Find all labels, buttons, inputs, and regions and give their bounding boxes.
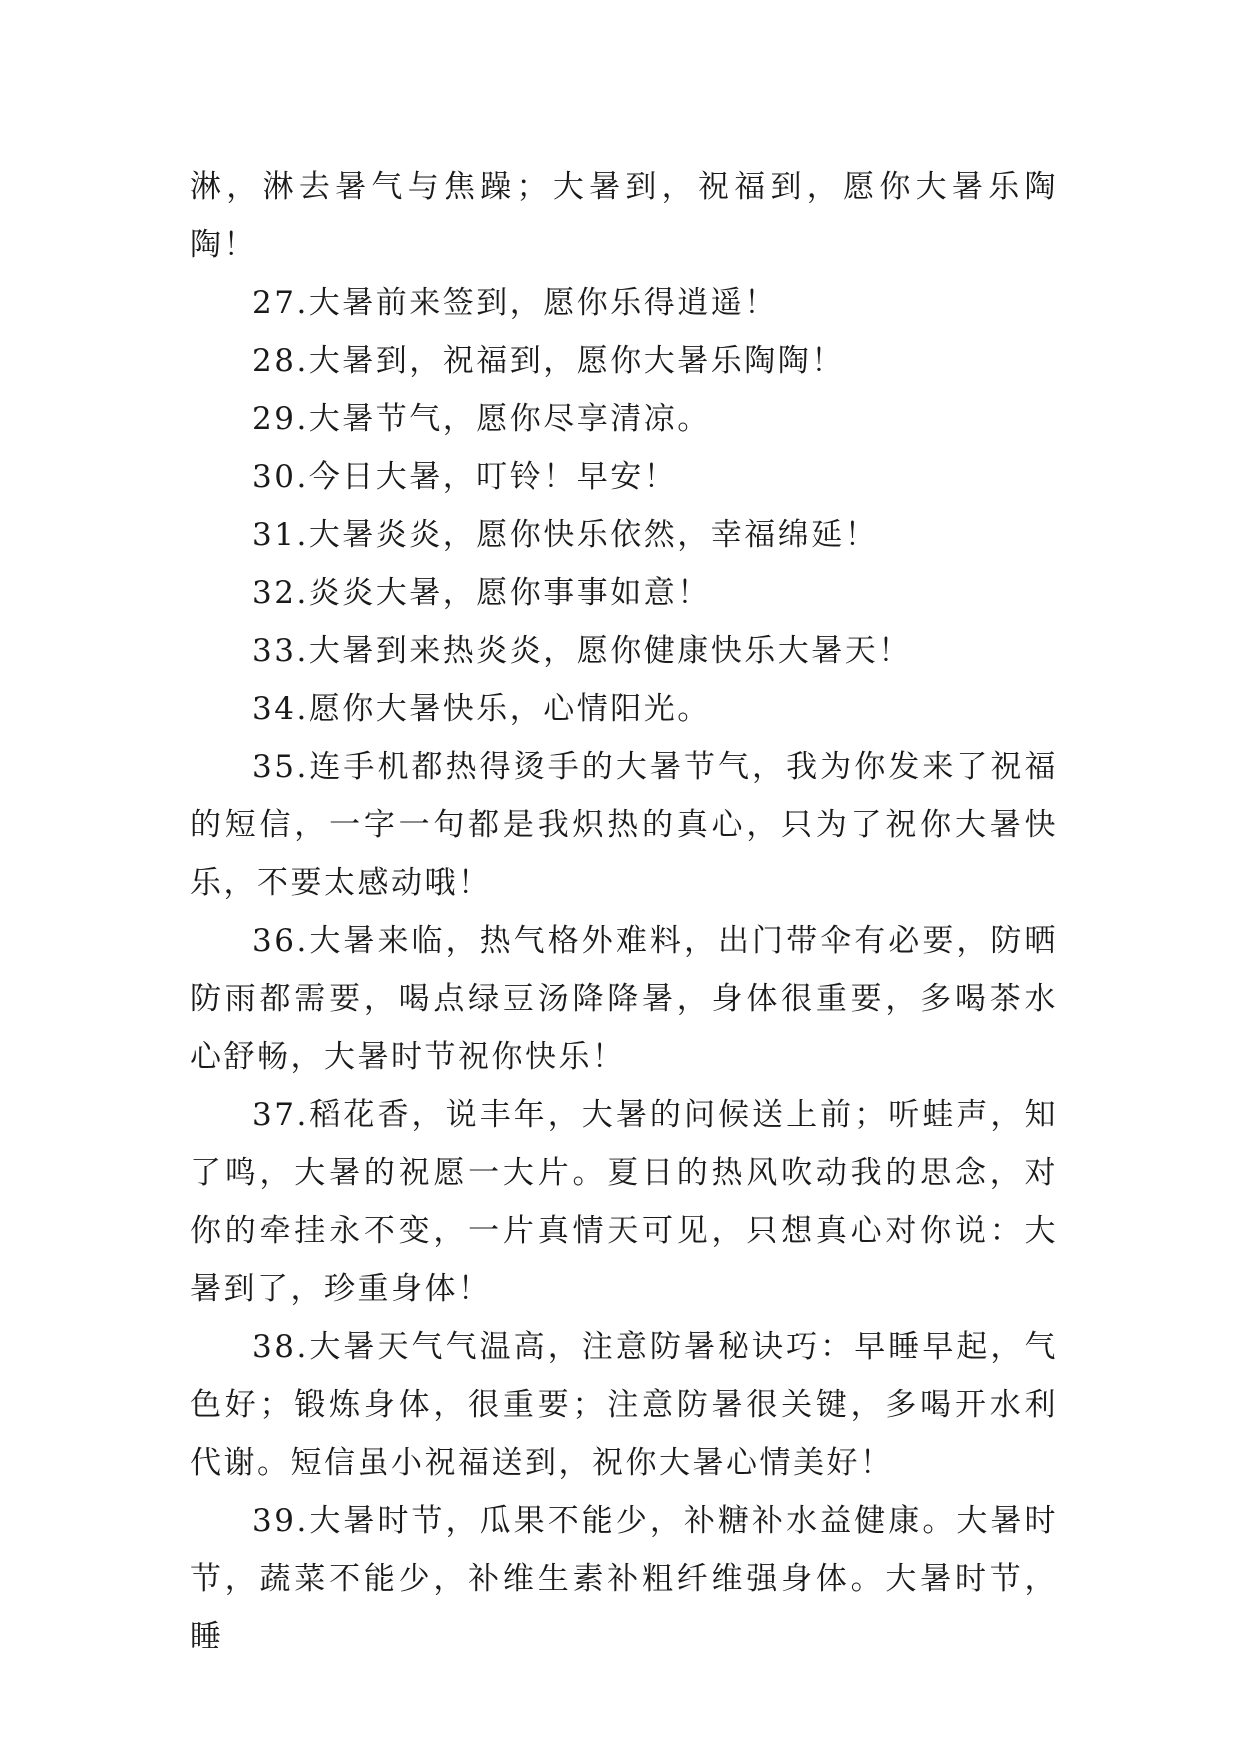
paragraph: 31.大暑炎炎，愿你快乐依然，幸福绵延！ [252, 517, 879, 553]
paragraph: 34.愿你大暑快乐，心情阳光。 [252, 691, 711, 727]
paragraph: 28.大暑到，祝福到，愿你大暑乐陶陶！ [252, 343, 845, 379]
paragraph: 33.大暑到来热炎炎，愿你健康快乐大暑天！ [252, 633, 912, 669]
paragraph: 32.炎炎大暑，愿你事事如意！ [252, 575, 711, 611]
paragraph: 35.连手机都热得烫手的大暑节气，我为你发来了祝福的短信，一字一句都是我炽热的真心，只为了祝你大暑快乐，不要太感动哦！ [190, 749, 1058, 901]
paragraph: 27.大暑前来签到，愿你乐得逍遥！ [252, 285, 778, 321]
document-body [190, 158, 1058, 1666]
paragraph: 36.大暑来临，热气格外难料，出门带伞有必要，防晒防雨都需要，喝点绿豆汤降降暑，身体很重要，多喝茶水心舒畅，大暑时节祝你快乐！ [190, 923, 1058, 1075]
paragraph: 29.大暑节气，愿你尽享清凉。 [252, 401, 711, 437]
paragraph: 39.大暑时节，瓜果不能少，补糖补水益健康。大暑时节，蔬菜不能少，补维生素补粗纤维强身体。大暑时节，睡 [190, 1503, 1058, 1655]
paragraph: 30.今日大暑，叮铃！早安！ [252, 459, 678, 495]
paragraph: 37.稻花香，说丰年，大暑的问候送上前；听蛙声，知了鸣，大暑的祝愿一大片。夏日的热风吹动我的思念，对你的牵挂永不变，一片真情天可见，只想真心对你说：大暑到了，珍重身体！ [190, 1097, 1058, 1307]
paragraph: 38.大暑天气气温高，注意防暑秘诀巧：早睡早起，气色好；锻炼身体，很重要；注意防暑很关键，多喝开水利代谢。短信虽小祝福送到，祝你大暑心情美好！ [190, 1329, 1058, 1481]
paragraph: 淋，淋去暑气与焦躁；大暑到，祝福到，愿你大暑乐陶陶！ [190, 169, 1058, 263]
